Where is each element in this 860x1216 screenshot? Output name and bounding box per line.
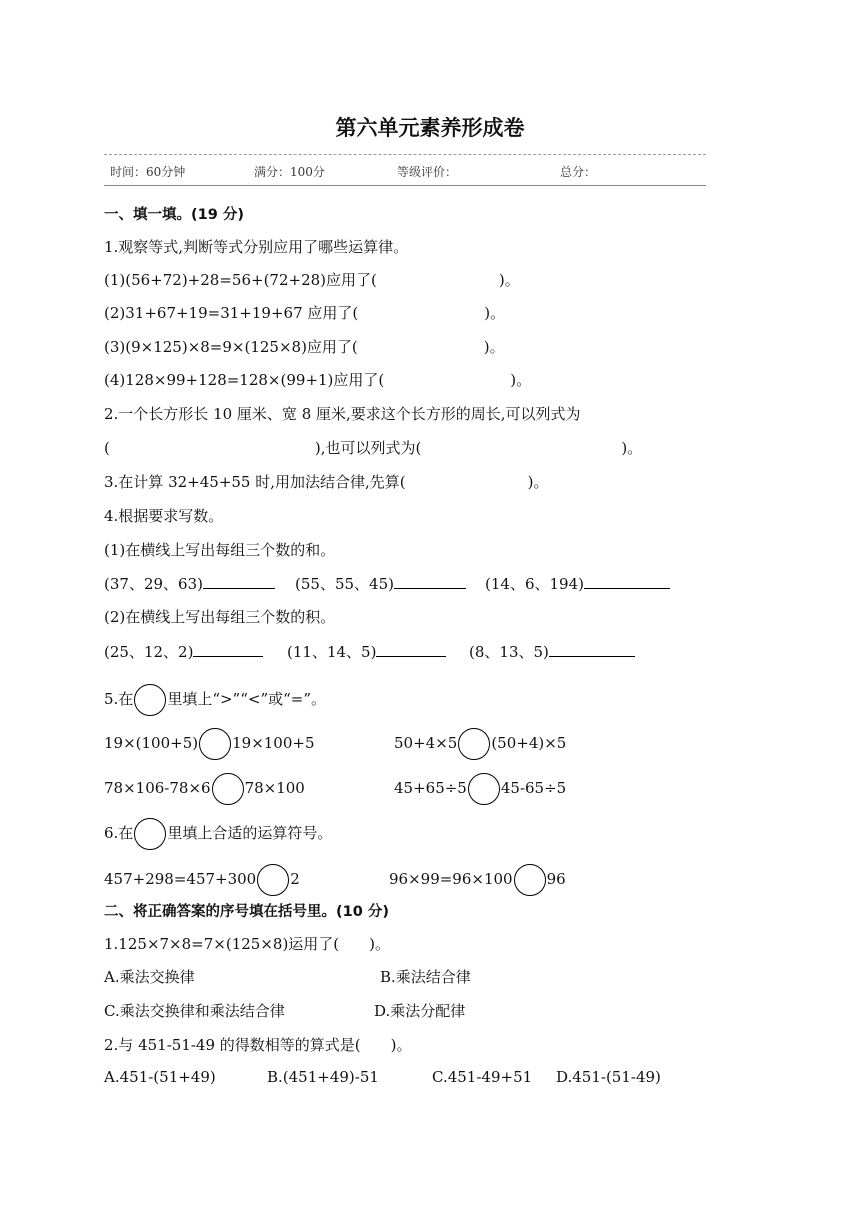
circle-symbol-icon xyxy=(134,684,166,716)
q1-b-close: )。 xyxy=(484,304,506,322)
q5-stem-pre: 5.在 xyxy=(104,690,134,708)
q5-expr-4-left: 45+65÷5 xyxy=(394,779,467,797)
q1-d xyxy=(104,369,531,390)
s2-q2-stem: 2.与 451-51-49 的得数相等的算式是( )。 xyxy=(104,1036,412,1054)
q6-expr-2-right: 96 xyxy=(546,870,566,888)
q6-circle-2[interactable] xyxy=(514,864,546,896)
s2-q1-option-c[interactable]: C.乘法交换律和乘法结合律 xyxy=(104,1002,285,1020)
grade-label: 等级评价： xyxy=(397,165,458,179)
q4-prod-item-1-text: (25、12、2) xyxy=(104,643,194,661)
s2-q1-option-b[interactable]: B.乘法结合律 xyxy=(380,968,471,986)
q5-expr-4-right: 45-65÷5 xyxy=(500,779,567,797)
time-label: 时间：60分钟 xyxy=(110,165,186,179)
section2-heading: 二、将正确答案的序号填在括号里。(10 分) xyxy=(104,904,389,920)
q4-sum-item-2 xyxy=(295,573,466,594)
q1-a-close: )。 xyxy=(498,271,520,289)
q5-expr-3-right: 78×100 xyxy=(244,779,305,797)
q3-text: 3.在计算 32+45+55 时,用加法结合律,先算( xyxy=(104,473,406,491)
q5-expr-2-left: 50+4×5 xyxy=(394,734,458,752)
q6-stem-pre: 6.在 xyxy=(104,824,134,842)
q5-expr-3-left: 78×106-78×6 xyxy=(104,779,211,797)
q6-expr-1-left: 457+298=457+300 xyxy=(104,870,257,888)
s2-q1-stem: 1.125×7×8=7×(125×8)运用了( )。 xyxy=(104,935,390,953)
q5-expr-2 xyxy=(394,728,566,760)
q1-c-text: (3)(9×125)×8=9×(125×8)应用了( xyxy=(104,338,358,356)
q1-stem: 1.观察等式,判断等式分别应用了哪些运算律。 xyxy=(104,238,409,256)
circle-symbol-icon xyxy=(134,818,166,850)
q6-expr-1-right: 2 xyxy=(290,870,300,888)
q5-circle-4[interactable] xyxy=(468,773,500,805)
q5-expr-1 xyxy=(104,728,315,760)
q4-sum-item-2-text: (55、55、45) xyxy=(295,575,394,593)
q4-prod-blank-1[interactable] xyxy=(193,642,263,657)
q6-expr-2-left: 96×99=96×100 xyxy=(389,870,513,888)
q4-prod-item-2 xyxy=(287,641,446,662)
q4-prod-blank-3[interactable] xyxy=(549,642,635,657)
s2-q2-option-b[interactable]: B.(451+49)-51 xyxy=(267,1068,379,1086)
q5-circle-1[interactable] xyxy=(199,728,231,760)
s2-q1-option-a[interactable]: A.乘法交换律 xyxy=(104,968,195,986)
q2-mid: ),也可以列式为( xyxy=(314,439,422,457)
q1-d-text: (4)128×99+128=128×(99+1)应用了( xyxy=(104,371,385,389)
q6-expr-2 xyxy=(389,864,566,896)
q5-expr-2-right: (50+4)×5 xyxy=(491,734,567,752)
q4-stem: 4.根据要求写数。 xyxy=(104,507,224,525)
q6-circle-1[interactable] xyxy=(257,864,289,896)
q1-b-text: (2)31+67+19=31+19+67 应用了( xyxy=(104,304,359,322)
header-underline xyxy=(104,185,706,186)
q4-prod-item-3 xyxy=(469,641,635,662)
q4-sum-blank-2[interactable] xyxy=(394,574,466,589)
q1-a-text: (1)(56+72)+28=56+(72+28)应用了( xyxy=(104,271,377,289)
q5-expr-4 xyxy=(394,773,566,805)
q1-a xyxy=(104,269,520,290)
q2-close: )。 xyxy=(621,439,643,457)
q5-stem-post: 里填上“>”“<”或“=”。 xyxy=(167,690,327,708)
q4-sum-item-3-text: (14、6、194) xyxy=(485,575,584,593)
q6-stem xyxy=(104,818,332,850)
q4-prod-item-3-text: (8、13、5) xyxy=(469,643,549,661)
total-score-label: 总分： xyxy=(560,165,597,179)
s2-q2-option-d[interactable]: D.451-(51-49) xyxy=(556,1068,661,1086)
section1-heading: 一、填一填。(19 分) xyxy=(104,207,244,223)
q5-circle-2[interactable] xyxy=(458,728,490,760)
q4-sum-item-1-text: (37、29、63) xyxy=(104,575,203,593)
q5-expr-1-left: 19×(100+5) xyxy=(104,734,199,752)
q4-sum-item-1 xyxy=(104,573,275,594)
page-title: 第六单元素养形成卷 xyxy=(335,116,525,140)
s2-q2-option-c[interactable]: C.451-49+51 xyxy=(432,1068,533,1086)
q1-d-close: )。 xyxy=(510,371,532,389)
header-divider xyxy=(104,154,706,155)
q1-b xyxy=(104,302,505,323)
q5-circle-3[interactable] xyxy=(212,773,244,805)
q4-prod-item-2-text: (11、14、5) xyxy=(287,643,377,661)
q4-prod-blank-2[interactable] xyxy=(376,642,446,657)
s2-q1-option-d[interactable]: D.乘法分配律 xyxy=(374,1002,466,1020)
q1-c-close: )。 xyxy=(483,338,505,356)
s2-q2-option-a[interactable]: A.451-(51+49) xyxy=(104,1068,216,1086)
q4-sum-item-3 xyxy=(485,573,670,594)
q6-stem-post: 里填上合适的运算符号。 xyxy=(167,824,333,842)
full-score-label: 满分：100分 xyxy=(254,165,325,179)
q2-open: ( xyxy=(104,439,110,457)
q3 xyxy=(104,471,549,492)
q4-sum-blank-3[interactable] xyxy=(584,574,670,589)
q4-sum-label: (1)在横线上写出每组三个数的和。 xyxy=(104,541,336,559)
q5-stem xyxy=(104,684,326,716)
q1-c xyxy=(104,336,505,357)
q5-expr-1-right: 19×100+5 xyxy=(232,734,315,752)
q4-sum-blank-1[interactable] xyxy=(203,574,275,589)
q5-expr-3 xyxy=(104,773,305,805)
q2-line2 xyxy=(104,437,642,458)
q4-prod-item-1 xyxy=(104,641,263,662)
q3-close: )。 xyxy=(527,473,549,491)
q6-expr-1 xyxy=(104,864,300,896)
q2-line1: 2.一个长方形长 10 厘米、宽 8 厘米,要求这个长方形的周长,可以列式为 xyxy=(104,405,581,423)
q4-prod-label: (2)在横线上写出每组三个数的积。 xyxy=(104,608,336,626)
